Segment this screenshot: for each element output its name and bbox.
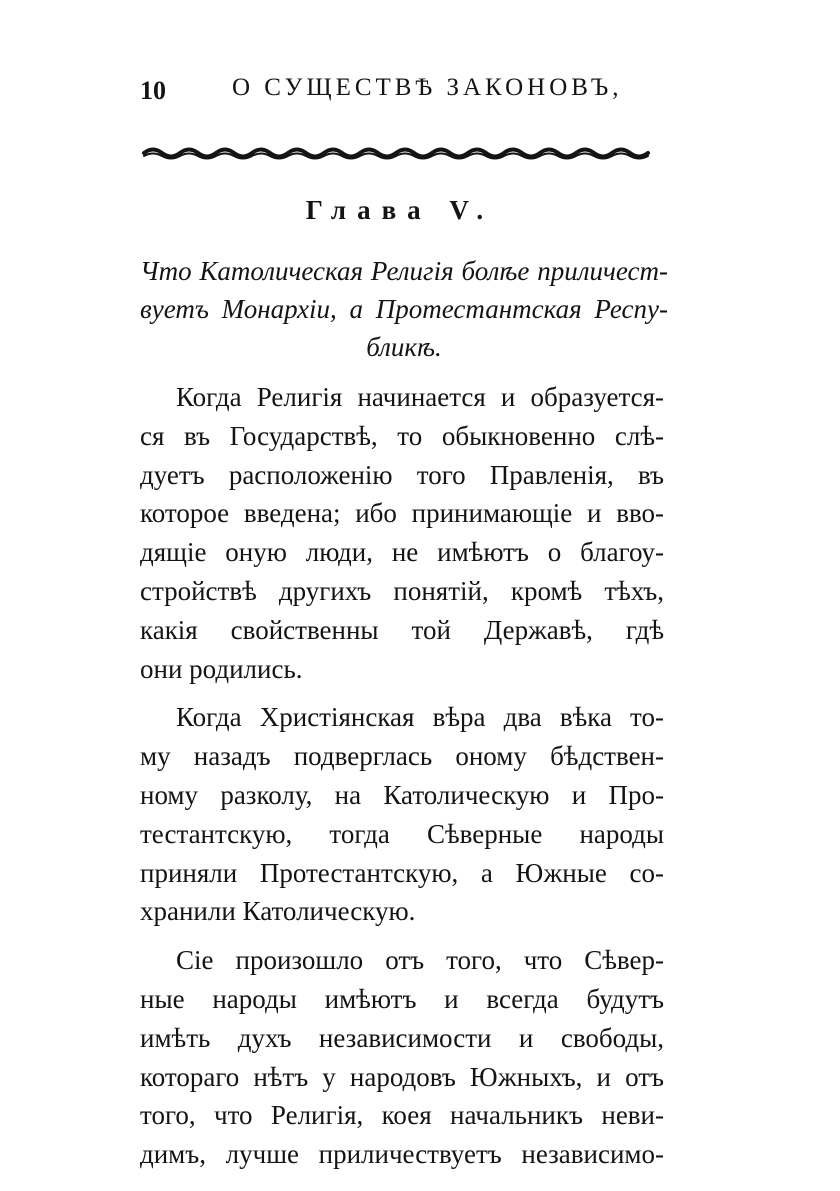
text-line: дящіе оную люди, не имѣютъ о благоу- xyxy=(140,537,664,568)
chapter-subtitle xyxy=(140,252,668,366)
text-line: хранили Католическую. xyxy=(140,896,416,927)
text-line: Сіе произошло отъ того, что Сѣвер- xyxy=(176,945,664,976)
text-line: стройствѣ другихъ понятій, кромѣ тѣхъ, xyxy=(140,575,664,606)
text-line: которое введена; ибо принимающіе и вво- xyxy=(140,498,664,529)
text-line: дуетъ расположенію того Правленія, въ xyxy=(140,459,664,490)
chapter-heading: Глава V. xyxy=(305,195,495,225)
text-line: Когда Христіянская вѣра два вѣка то- xyxy=(176,702,664,733)
ornamental-rule xyxy=(138,138,658,162)
paragraph xyxy=(140,698,664,931)
subtitle-line: вуетъ Монархіи, а Протестантская Респу- xyxy=(140,294,668,324)
paragraph xyxy=(140,941,664,1174)
text-line: приняли Протестантскую, а Южные со- xyxy=(140,857,664,888)
text-line: му назадъ подверглась оному бѣдствен- xyxy=(140,741,664,772)
text-line: какія свойственны той Державѣ, гдѣ xyxy=(140,614,664,645)
page-number: 10 xyxy=(140,76,166,105)
text-line: котораго нѣтъ у народовъ Южныхъ, и отъ xyxy=(140,1061,664,1092)
text-line: тестантскую, тогда Сѣверные народы xyxy=(140,818,664,849)
paragraph xyxy=(140,378,664,688)
body-text xyxy=(140,378,664,1184)
running-head xyxy=(140,70,700,110)
subtitle-line: бликѣ. xyxy=(366,332,442,362)
text-line: ся въ Государствѣ, то обыкновенно слѣ- xyxy=(140,420,664,451)
text-line: того, что Религія, коея начальникъ неви- xyxy=(140,1100,664,1131)
text-line: Когда Религія начинается и образуется- xyxy=(176,382,664,412)
subtitle-line: Что Католическая Религія болѣе приличест- xyxy=(140,256,668,286)
text-line: ному разколу, на Католическую и Про- xyxy=(140,779,664,810)
text-line: имѣть духъ независимости и свободы, xyxy=(140,1022,664,1053)
running-title: О СУЩЕСТВѢ ЗАКОНОВЪ, xyxy=(232,74,623,101)
text-line: ные народы имѣютъ и всегда будутъ xyxy=(140,983,664,1014)
text-line: димъ, лучше приличествуетъ независимо- xyxy=(140,1139,664,1170)
text-line: они родились. xyxy=(140,653,303,684)
